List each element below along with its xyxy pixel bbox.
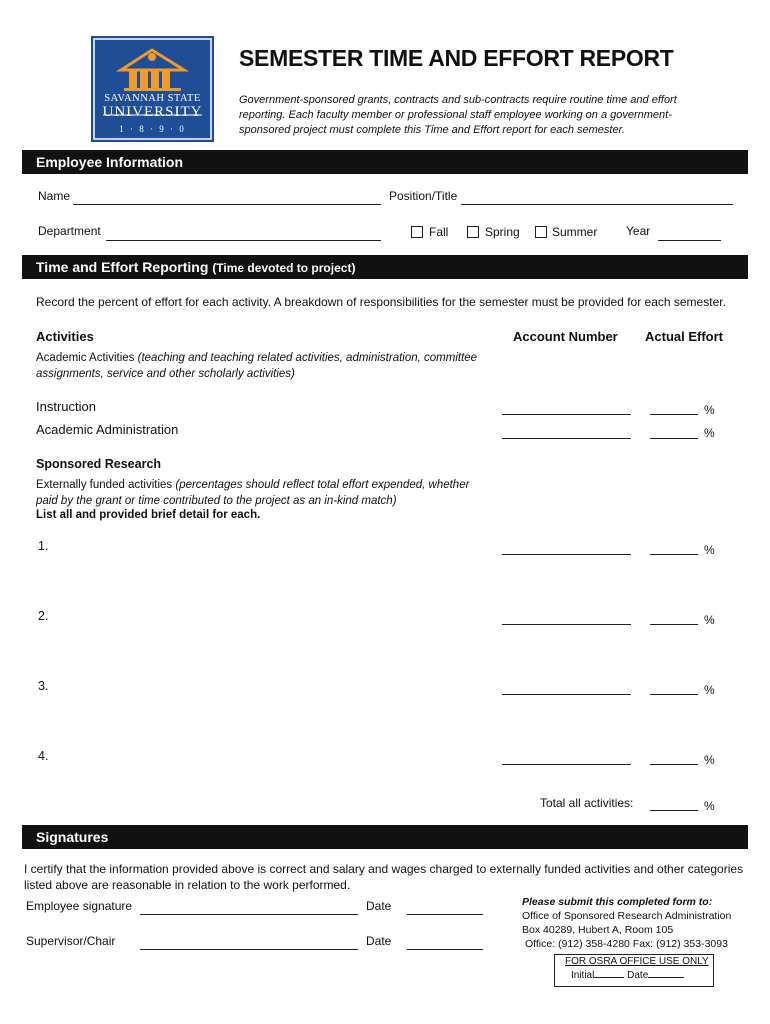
signatures-section-header: Signatures bbox=[22, 825, 748, 849]
item-number-3: 3. bbox=[38, 679, 49, 693]
page-title: SEMESTER TIME AND EFFORT REPORT bbox=[239, 45, 674, 71]
item-number-1: 1. bbox=[38, 539, 49, 553]
employee-section-header: Employee Information bbox=[22, 150, 748, 174]
item-4-effort-field[interactable] bbox=[650, 764, 698, 765]
percent-sign: % bbox=[704, 799, 715, 813]
percent-sign: % bbox=[704, 403, 715, 417]
item-2-effort-field[interactable] bbox=[650, 624, 698, 625]
percent-sign: % bbox=[704, 683, 715, 697]
item-number-4: 4. bbox=[38, 749, 49, 763]
col-activities: Activities bbox=[36, 329, 94, 344]
effort-instructions: Record the percent of effort for each activity. A breakdown of responsibilities for the semester must be provided for each semester. bbox=[36, 295, 726, 309]
supervisor-date-label: Date bbox=[366, 934, 392, 948]
effort-heading-sub: (Time devoted to project) bbox=[212, 261, 356, 275]
spring-label: Spring bbox=[485, 225, 520, 239]
logo-year: 1 · 8 · 9 · 0 bbox=[119, 124, 186, 134]
academic-description bbox=[36, 350, 491, 382]
employee-signature-label: Employee signature bbox=[26, 899, 133, 913]
supervisor-label: Supervisor/Chair bbox=[26, 934, 116, 948]
academic-note: (teaching and teaching related activities, administration, committee assignments, service and other scholarly activities) bbox=[36, 352, 478, 380]
percent-sign: % bbox=[704, 613, 715, 627]
percent-sign: % bbox=[704, 426, 715, 440]
logo-line1: SAVANNAH STATE bbox=[104, 93, 201, 104]
percent-sign: % bbox=[704, 753, 715, 767]
submit-phone: Office: (912) 358-4280 Fax: (912) 353-3093 bbox=[525, 938, 728, 950]
submit-office: Office of Sponsored Research Administration bbox=[522, 910, 732, 922]
col-account-number: Account Number bbox=[513, 329, 618, 344]
year-label: Year bbox=[626, 224, 651, 238]
item-1-account-field[interactable] bbox=[502, 554, 631, 555]
employee-date-field[interactable] bbox=[407, 914, 483, 915]
employee-signature-field[interactable] bbox=[140, 914, 358, 915]
office-use-date-label: Date bbox=[627, 970, 649, 981]
year-field[interactable] bbox=[658, 240, 721, 241]
effort-section-header bbox=[22, 255, 748, 279]
instruction-label: Instruction bbox=[36, 399, 96, 414]
fall-checkbox[interactable] bbox=[411, 226, 423, 238]
item-4-account-field[interactable] bbox=[502, 764, 631, 765]
supervisor-signature-field[interactable] bbox=[140, 949, 358, 950]
submit-address: Box 40289, Hubert A, Room 105 bbox=[522, 924, 674, 936]
instruction-account-field[interactable] bbox=[502, 414, 631, 415]
supervisor-date-field[interactable] bbox=[407, 949, 483, 950]
position-field[interactable] bbox=[461, 204, 733, 205]
office-use-initial bbox=[571, 970, 684, 981]
list-instruction: List all and provided brief detail for each. bbox=[36, 509, 261, 521]
sponsored-label: Externally funded activities bbox=[36, 479, 173, 491]
summer-label: Summer bbox=[552, 225, 598, 239]
item-3-account-field[interactable] bbox=[502, 694, 631, 695]
percent-sign: % bbox=[704, 543, 715, 557]
office-use-initial-label: Initial bbox=[571, 970, 595, 981]
department-label: Department bbox=[38, 224, 101, 238]
sponsored-description bbox=[36, 477, 481, 509]
total-label: Total all activities: bbox=[540, 796, 634, 810]
position-label: Position/Title bbox=[389, 189, 458, 203]
fall-label: Fall bbox=[429, 225, 449, 239]
admin-account-field[interactable] bbox=[502, 438, 631, 439]
employee-date-label: Date bbox=[366, 899, 392, 913]
certify-text: I certify that the information provided above is correct and salary and wages charged to externally funded activities and other categories listed above are reasonable in relation to the work performed. bbox=[24, 862, 744, 892]
name-label: Name bbox=[38, 189, 71, 203]
office-use-box bbox=[554, 954, 714, 987]
office-use-title: FOR OSRA OFFICE USE ONLY bbox=[565, 956, 709, 967]
item-2-account-field[interactable] bbox=[502, 624, 631, 625]
instruction-effort-field[interactable] bbox=[650, 414, 698, 415]
academic-label: Academic Activities bbox=[36, 352, 135, 364]
item-number-2: 2. bbox=[38, 609, 49, 623]
department-field[interactable] bbox=[106, 240, 381, 241]
total-effort-field[interactable] bbox=[650, 810, 698, 811]
col-actual-effort: Actual Effort bbox=[645, 329, 723, 344]
university-logo bbox=[91, 36, 214, 142]
item-1-effort-field[interactable] bbox=[650, 554, 698, 555]
logo-line2: UNIVERSITY bbox=[102, 104, 203, 120]
office-use-date-field[interactable] bbox=[648, 977, 684, 978]
summer-checkbox[interactable] bbox=[535, 226, 547, 238]
intro-text: Government-sponsored grants, contracts and sub-contracts require routine time and effort reporting. Each faculty member or professional staff employee working on a government-sponsored project must complete this Time and Effort report for each semester. bbox=[239, 94, 677, 136]
effort-heading: Time and Effort Reporting bbox=[36, 259, 209, 275]
office-use-initial-field[interactable] bbox=[594, 977, 624, 978]
name-field[interactable] bbox=[73, 204, 381, 205]
item-3-effort-field[interactable] bbox=[650, 694, 698, 695]
admin-label: Academic Administration bbox=[36, 422, 179, 437]
submit-heading: Please submit this completed form to: bbox=[522, 896, 713, 908]
spring-checkbox[interactable] bbox=[467, 226, 479, 238]
sponsored-heading: Sponsored Research bbox=[36, 457, 162, 471]
admin-effort-field[interactable] bbox=[650, 438, 698, 439]
sponsored-note: (percentages should reflect total effort expended, whether paid by the grant or time contributed to the project as an in-kind match) bbox=[36, 479, 470, 507]
